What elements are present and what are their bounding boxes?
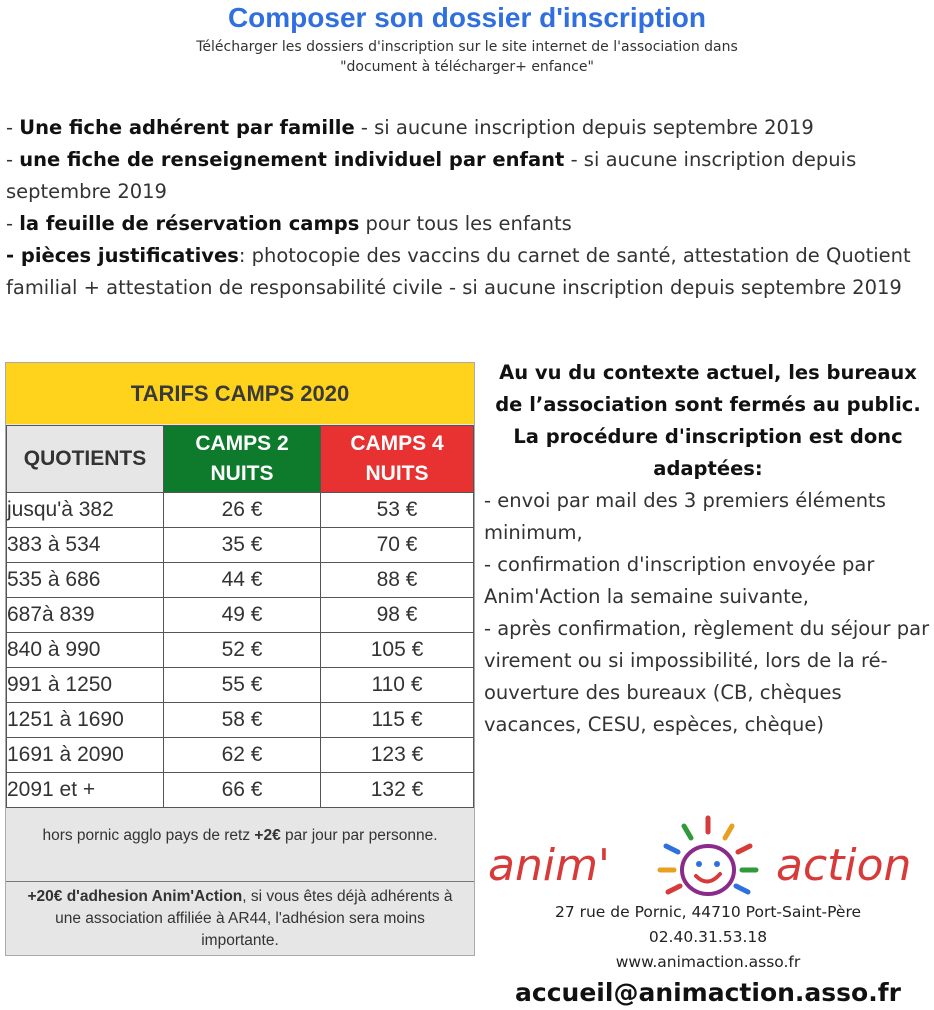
table-row — [7, 633, 474, 668]
col-camps-4-nuits — [321, 426, 474, 493]
camps2-price: 49 € — [164, 598, 321, 633]
col-camps-2-nuits — [164, 426, 321, 493]
camps2-price: 52 € — [164, 633, 321, 668]
address: 27 rue de Pornic, 44710 Port-Saint-Père — [554, 903, 862, 921]
contact-block — [484, 900, 932, 975]
camps4-price: 70 € — [321, 528, 474, 563]
camps2-price: 58 € — [164, 703, 321, 738]
website: www.animaction.asso.fr — [615, 953, 801, 971]
requirement-item — [6, 240, 931, 304]
note-text: , si vous êtes déjà adhérents à une association affiliée à AR44, l'adhésion sera moins importante. — [55, 888, 453, 949]
item-text: - si aucune inscription depuis septembre 2019 — [354, 116, 814, 139]
table-row — [7, 528, 474, 563]
notice-item: - après confirmation, règlement du séjour par virement ou si impossibilité, lors de la ré-ouverture des bureaux (CB, chèques vacances, CESU, espèces, chèque) — [484, 617, 930, 736]
subtitle-line-1: Télécharger les dossiers d'inscription sur le site internet de l'association dans — [196, 39, 738, 55]
camps4-price: 105 € — [321, 633, 474, 668]
notice-block — [484, 357, 932, 741]
tarifs-table-panel — [5, 362, 475, 956]
quotient-cell: 535 à 686 — [7, 563, 164, 598]
tarifs-table — [6, 425, 474, 808]
item-bold: la feuille de réservation camps — [19, 212, 360, 235]
quotient-cell: jusqu'à 382 — [7, 493, 164, 528]
table-row — [7, 738, 474, 773]
camps4-price: 110 € — [321, 668, 474, 703]
col-camps-2-line2: NUITS — [210, 462, 274, 485]
membership-note — [6, 881, 474, 955]
camps2-price: 55 € — [164, 668, 321, 703]
notice-item: - envoi par mail des 3 premiers éléments minimum, — [484, 489, 886, 544]
note-bold: +20€ d'adhesion Anim'Action — [27, 888, 243, 905]
camps2-price: 35 € — [164, 528, 321, 563]
table-row — [7, 493, 474, 528]
notice-lead: Au vu du contexte actuel, les bureaux de l’association sont fermés au public. La procédure d'inscription est donc adaptées: — [495, 361, 921, 480]
camps4-price: 115 € — [321, 703, 474, 738]
table-row — [7, 598, 474, 633]
quotient-cell: 383 à 534 — [7, 528, 164, 563]
item-prefix: - — [6, 148, 20, 171]
table-row — [7, 563, 474, 598]
camps2-price: 66 € — [164, 773, 321, 808]
item-text: : photocopie des vaccins du carnet de santé, attestation de Quotient familial + attestation de responsabilité civile - si aucune inscription depuis septembre 2019 — [6, 244, 911, 299]
quotient-cell: 991 à 1250 — [7, 668, 164, 703]
item-bold: une fiche de renseignement individuel par enfant — [19, 148, 565, 171]
camps4-price: 88 € — [321, 563, 474, 598]
quotient-cell: 2091 et + — [7, 773, 164, 808]
quotient-cell: 840 à 990 — [7, 633, 164, 668]
col-camps-2-line1: CAMPS 2 — [195, 432, 289, 455]
requirement-item — [6, 144, 931, 208]
animaction-logo — [488, 810, 932, 900]
note-bold: +2€ — [254, 827, 281, 844]
logo-text-action: action — [776, 840, 912, 891]
table-row — [7, 703, 474, 738]
requirements-list — [6, 112, 931, 304]
camps4-price: 132 € — [321, 773, 474, 808]
camps4-price: 98 € — [321, 598, 474, 633]
camps4-price: 123 € — [321, 738, 474, 773]
item-bold: Une fiche adhérent par famille — [19, 116, 355, 139]
item-prefix: - — [6, 212, 20, 235]
item-prefix: - — [6, 116, 20, 139]
sun-smiley-logo-icon — [638, 814, 778, 900]
email: accueil@animaction.asso.fr — [515, 978, 901, 1007]
item-bold: - pièces justificatives — [6, 244, 239, 267]
subtitle-line-2: "document à télécharger+ enfance" — [340, 59, 594, 75]
quotient-cell: 1691 à 2090 — [7, 738, 164, 773]
col-quotients: QUOTIENTS — [7, 426, 164, 493]
logo-text-anim: anim' — [488, 840, 611, 891]
camps2-price: 62 € — [164, 738, 321, 773]
page-title: Composer son dossier d'inscription — [227, 2, 707, 33]
surcharge-note — [6, 795, 474, 877]
phone: 02.40.31.53.18 — [648, 928, 768, 946]
quotient-cell: 1251 à 1690 — [7, 703, 164, 738]
note-text: par jour par personne. — [280, 827, 438, 844]
item-text: pour tous les enfants — [359, 212, 572, 235]
notice-item: - confirmation d'inscription envoyée par Anim'Action la semaine suivante, — [484, 553, 875, 608]
note-text: hors pornic agglo pays de retz — [42, 827, 255, 844]
camps2-price: 26 € — [164, 493, 321, 528]
camps4-price: 53 € — [321, 493, 474, 528]
table-header-row — [7, 426, 474, 493]
table-row — [7, 668, 474, 703]
camps2-price: 44 € — [164, 563, 321, 598]
page-subtitle — [0, 37, 934, 77]
col-camps-4-line2: NUITS — [365, 462, 429, 485]
requirement-item — [6, 208, 931, 240]
item-text: - si aucune inscription depuis septembre 2019 — [6, 148, 857, 203]
tarifs-title: TARIFS CAMPS 2020 — [6, 363, 474, 424]
col-camps-4-line1: CAMPS 4 — [350, 432, 444, 455]
quotient-cell: 687à 839 — [7, 598, 164, 633]
requirement-item — [6, 112, 931, 144]
